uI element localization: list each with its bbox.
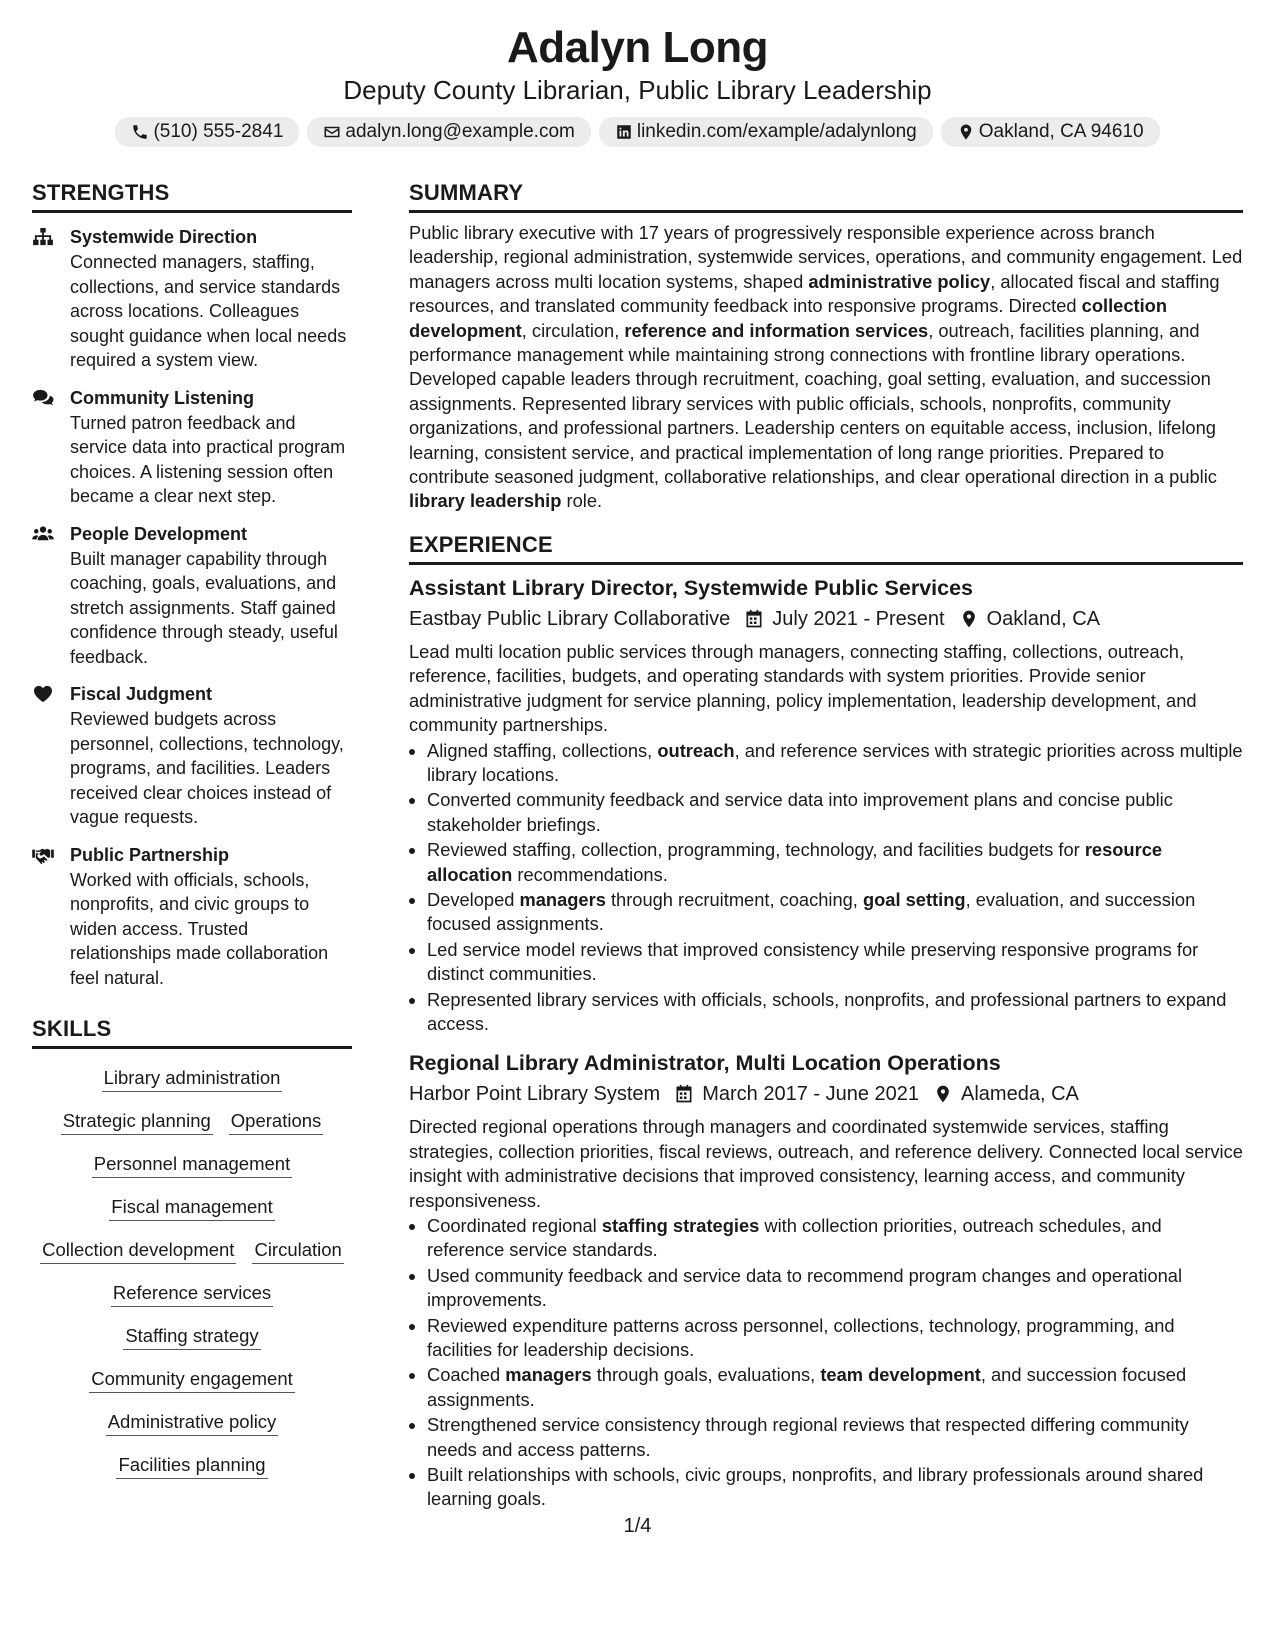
job-bullets: [409, 1214, 1243, 1512]
bullet-item: [427, 1214, 1243, 1263]
contact-phone[interactable]: [115, 117, 299, 147]
contact-bar: [0, 117, 1275, 147]
summary-heading: SUMMARY: [409, 178, 1243, 213]
text-run: Coordinated regional: [427, 1215, 602, 1236]
phone-icon: [131, 123, 149, 141]
resume-header: [0, 0, 1275, 147]
bullet-item: [427, 739, 1243, 788]
skill-tag: Strategic planning: [61, 1108, 213, 1135]
strength-item: [32, 386, 352, 509]
emphasis-text: collection development: [409, 295, 1167, 341]
strength-item: [32, 522, 352, 670]
linkedin-icon: [615, 123, 633, 141]
text-run: with collection priorities, outreach schedules, and reference service standards.: [427, 1215, 1162, 1261]
job-dates: July 2021 - Present: [772, 607, 945, 630]
text-run: Reviewed staffing, collection, programming, technology, and facilities budgets for: [427, 839, 1085, 861]
strength-item: [32, 225, 352, 373]
contact-email[interactable]: [307, 117, 590, 147]
job-description: Directed regional operations through managers and coordinated systemwide services, staffing strategies, collection priorities, fiscal reviews, outreach, and reference delivery. Connected local service insight with administrative decisions that improved consistency, learning access, and community responsiveness.: [409, 1116, 1243, 1211]
text-run: , allocated fiscal and staffing resources, and translated community feedback into responsive programs. Directed: [409, 270, 1220, 317]
emphasis-text: administrative policy: [808, 270, 991, 292]
emphasis-text: reference and information services: [624, 319, 929, 341]
skill-tag: Circulation: [252, 1237, 343, 1264]
experience-heading: EXPERIENCE: [409, 530, 1243, 565]
emphasis-text: staffing strategies: [601, 1215, 760, 1236]
heart-icon: [32, 685, 54, 703]
text-run: Built relationships with schools, civic groups, nonprofits, and library professionals around shared learning goals.: [427, 1464, 1204, 1510]
skill-tag: Personnel management: [92, 1151, 292, 1178]
job-meta: [409, 1079, 1243, 1109]
text-run: , outreach, facilities planning, and performance management while maintaining strong connections with frontline library operations. Developed capable leaders through recruitment, coaching, goal setting, evaluation, and succession assignments. Represented library services with public officials, schools, nonprofits, community organizations, and professional partners. Leadership centers on equitable access, inclusion, lifelong learning, consistent service, and practical implementation of long range priorities. Prepared to contribute seasoned judgment, collaborative relationships, and clear operational direction in a public: [409, 319, 1217, 488]
strength-desc: Worked with officials, schools, nonprofits, and civic groups to widen access. Trusted relationships made collaboration feel natural.: [70, 869, 329, 988]
strength-desc: Reviewed budgets across personnel, collections, technology, programs, and facilities. Leaders received clear choices instead of vague requests.: [70, 709, 344, 827]
calendar-icon: [744, 609, 764, 629]
text-run: through goals, evaluations,: [591, 1364, 821, 1386]
contact-location: [941, 117, 1160, 147]
skill-tag: Operations: [229, 1108, 324, 1135]
text-run: Coached: [427, 1364, 506, 1386]
envelope-icon: [323, 123, 341, 141]
summary-text: [409, 221, 1243, 514]
map-pin-icon: [933, 1084, 953, 1104]
job-entry: [409, 1048, 1243, 1512]
left-column: [32, 178, 352, 1495]
job-org: Eastbay Public Library Collaborative: [409, 607, 731, 630]
emphasis-text: resource allocation: [427, 839, 1163, 885]
text-run: role.: [561, 490, 603, 512]
text-run: Used community feedback and service data to recommend program changes and operational improvements.: [427, 1264, 1183, 1311]
job-meta: [409, 604, 1243, 634]
strength-desc: Turned patron feedback and service data into practical program choices. A listening session often became a clear next step.: [70, 412, 346, 506]
skill-tag: Fiscal management: [109, 1194, 274, 1221]
text-run: Converted community feedback and service data into improvement plans and concise public stakeholder briefings.: [427, 789, 1173, 835]
skill-tag: Reference services: [111, 1280, 273, 1307]
skill-tag: Community engagement: [89, 1366, 295, 1393]
comments-icon: [32, 389, 54, 407]
text-run: Public library executive with 17 years of progressively responsible experience across branch leadership, regional administration, systemwide services, operations, and community engagement. Led managers across multi location systems, shaped: [409, 222, 1243, 292]
right-column: [409, 178, 1243, 1513]
text-run: , evaluation, and succession focused assignments.: [427, 888, 1196, 935]
text-run: Reviewed expenditure patterns across personnel, collections, technology, programming, and facilities for leadership decisions.: [427, 1314, 1175, 1361]
text-run: recommendations.: [512, 863, 668, 885]
strengths-list: [32, 225, 352, 990]
contact-linkedin[interactable]: [599, 117, 933, 147]
skill-tag: Library administration: [102, 1065, 283, 1092]
text-run: Strengthened service consistency through regional reviews that respected differing community needs and access patterns.: [427, 1414, 1189, 1460]
bullet-item: [427, 1314, 1243, 1363]
emphasis-text: managers: [505, 1364, 592, 1386]
strength-title: Systemwide Direction: [70, 227, 258, 247]
sitemap-icon: [32, 228, 54, 246]
emphasis-text: team development: [820, 1364, 981, 1386]
strengths-heading: STRENGTHS: [32, 178, 352, 213]
map-pin-icon: [957, 123, 975, 141]
text-run: Aligned staffing, collections,: [427, 739, 658, 761]
bullet-item: [427, 1463, 1243, 1512]
strength-title: Fiscal Judgment: [70, 684, 213, 704]
job-bullets: [409, 739, 1243, 1037]
strength-desc: Built manager capability through coaching, goals, evaluations, and stretch assignments. Staff gained confidence through steady, useful feedback.: [70, 548, 338, 667]
skill-tag: Administrative policy: [106, 1409, 279, 1436]
emphasis-text: library leadership: [409, 490, 562, 512]
strength-item: [32, 682, 352, 830]
email-text: adalyn.long@example.com: [345, 121, 575, 142]
phone-text: (510) 555-2841: [153, 121, 284, 142]
bullet-item: [427, 1413, 1243, 1462]
text-run: , circulation,: [521, 319, 625, 341]
text-run: Represented library services with officials, schools, nonprofits, and professional partners to expand access.: [427, 988, 1227, 1034]
text-run: , and succession focused assignments.: [427, 1364, 1187, 1410]
job-location: Alameda, CA: [961, 1083, 1079, 1106]
map-pin-icon: [959, 609, 979, 629]
bullet-item: [427, 988, 1243, 1037]
location-text: Oakland, CA 94610: [978, 121, 1144, 142]
skill-tag: Facilities planning: [116, 1452, 267, 1479]
emphasis-text: goal setting: [862, 888, 966, 910]
bullet-item: [427, 788, 1243, 837]
skills-heading: SKILLS: [32, 1014, 352, 1049]
text-run: through recruitment, coaching,: [605, 888, 863, 910]
skill-tag: Staffing strategy: [123, 1323, 260, 1350]
emphasis-text: outreach: [657, 739, 735, 761]
text-run: , and reference services with strategic priorities across multiple library locations.: [427, 739, 1243, 785]
job-entry: [409, 573, 1243, 1037]
skills-list: [32, 1065, 352, 1479]
page-number: 1/4: [623, 1515, 652, 1537]
strength-title: People Development: [70, 523, 248, 544]
bullet-item: [427, 838, 1243, 887]
job-title: Regional Library Administrator, Multi Location Operations: [409, 1051, 1001, 1076]
handshake-icon: [32, 846, 54, 864]
strength-desc: Connected managers, staffing, collections, and service standards across locations. Colleagues sought guidance when local needs required a system view.: [70, 252, 347, 370]
candidate-title: Deputy County Librarian, Public Library Leadership: [343, 75, 932, 105]
strength-title: Community Listening: [70, 387, 254, 408]
text-run: Led service model reviews that improved consistency while preserving responsive programs for distinct communities.: [427, 938, 1199, 985]
users-icon: [32, 525, 54, 543]
candidate-name: Adalyn Long: [507, 23, 768, 72]
bullet-item: [427, 938, 1243, 987]
linkedin-text: linkedin.com/example/adalynlong: [636, 121, 917, 142]
job-description: Lead multi location public services through managers, connecting staffing, collections, outreach, reference, facilities, budgets, and operating standards with system priorities. Provide senior administrative judgment for service planning, policy implementation, leadership development, and community partnerships.: [409, 640, 1197, 736]
calendar-icon: [674, 1084, 694, 1104]
skill-tag: Collection development: [40, 1237, 236, 1264]
text-run: Developed: [427, 888, 520, 910]
bullet-item: [427, 1264, 1243, 1313]
strength-item: [32, 843, 352, 991]
job-title: Assistant Library Director, Systemwide Public Services: [409, 575, 974, 600]
job-org: Harbor Point Library System: [409, 1083, 661, 1106]
bullet-item: [427, 1363, 1243, 1412]
bullet-item: [427, 888, 1243, 937]
job-dates: March 2017 - June 2021: [702, 1083, 920, 1106]
emphasis-text: managers: [519, 888, 606, 910]
job-location: Oakland, CA: [986, 607, 1100, 630]
strength-title: Public Partnership: [70, 844, 230, 865]
